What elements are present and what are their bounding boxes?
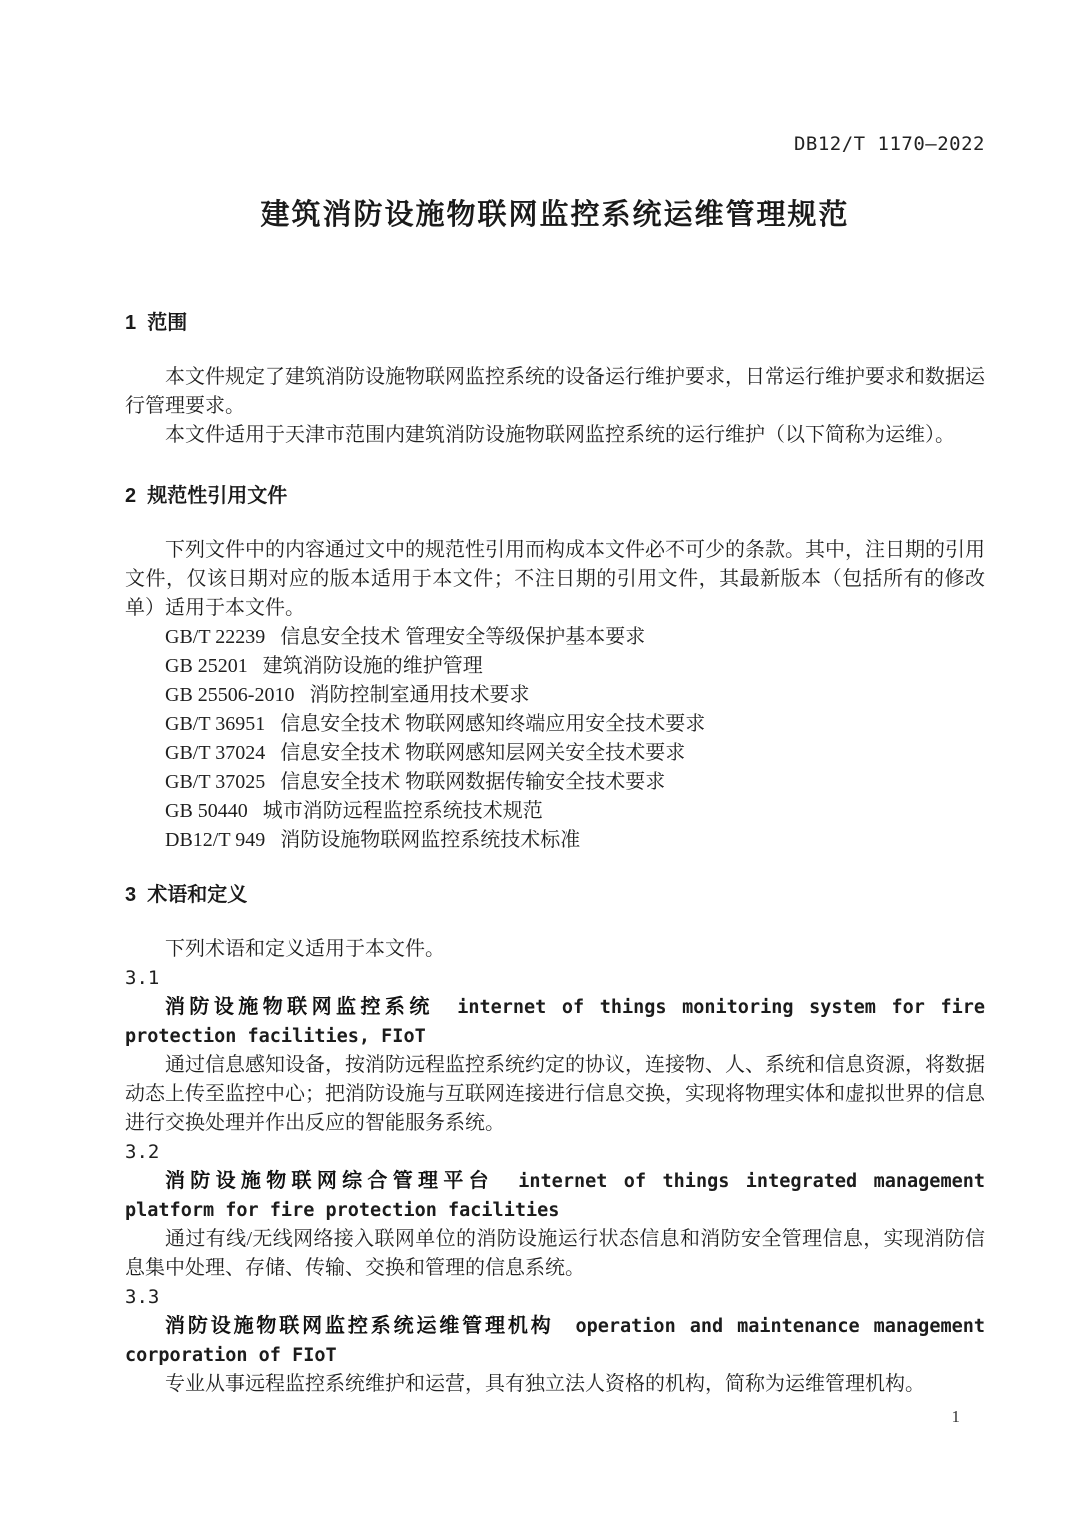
term-title-en: operation and maintenance management corporation of FIoT (125, 1316, 986, 1366)
term-entry (125, 1138, 985, 1283)
scope-paragraph-2: 本文件适用于天津市范围内建筑消防设施物联网监控系统的运行维护（以下简称为运维）。 (165, 424, 955, 446)
reference-item: GB 50440 城市消防远程监控系统技术规范 (165, 800, 543, 822)
term-title (125, 1167, 985, 1225)
term-title-en: internet of things monitoring system for fire protection facilities, FIoT (125, 997, 986, 1047)
term-definition: 通过有线/无线网络接入联网单位的消防设施运行状态信息和消防安全管理信息，实现消防信息集中处理、存储、传输、交换和管理的信息系统。 (125, 1228, 985, 1279)
term-definition: 通过信息感知设备，按消防远程监控系统约定的协议，连接物、人、系统和信息资源，将数据动态上传至监控中心；把消防设施与互联网连接进行信息交换，实现将物理实体和虚拟世界的信息进行交换处理并作出反应的智能服务系统。 (125, 1054, 985, 1134)
term-number: 3.1 (125, 967, 160, 989)
term-title (125, 993, 985, 1051)
scope-paragraph-1: 本文件规定了建筑消防设施物联网监控系统的设备运行维护要求，日常运行维护要求和数据运行管理要求。 (125, 366, 985, 417)
term-title-zh: 消防设施物联网监控系统 (165, 996, 434, 1018)
section-terms-heading: 3 术语和定义 (125, 884, 248, 906)
term-entry (125, 1283, 985, 1399)
reference-item: GB/T 37025 信息安全技术 物联网数据传输安全技术要求 (165, 771, 666, 793)
term-definition: 专业从事远程监控系统维护和运营，具有独立法人资格的机构，简称为运维管理机构。 (165, 1373, 925, 1395)
term-number: 3.2 (125, 1141, 160, 1163)
reference-item: GB/T 37024 信息安全技术 物联网感知层网关安全技术要求 (165, 742, 686, 764)
section-references-heading: 2 规范性引用文件 (125, 485, 288, 507)
reference-item: GB 25201 建筑消防设施的维护管理 (165, 655, 483, 677)
term-number: 3.3 (125, 1286, 160, 1308)
reference-item: GB/T 22239 信息安全技术 管理安全等级保护基本要求 (165, 626, 646, 648)
term-title-en: internet of things integrated management platform for fire protection facilities (125, 1171, 985, 1221)
section-normative-references (125, 482, 985, 855)
reference-item: GB/T 36951 信息安全技术 物联网感知终端应用安全技术要求 (165, 713, 706, 735)
section-terms-and-definitions (125, 881, 985, 1399)
reference-item: GB 25506-2010 消防控制室通用技术要求 (165, 684, 530, 706)
reference-item: DB12/T 949 消防设施物联网监控系统技术标准 (165, 829, 581, 851)
terms-intro: 下列术语和定义适用于本文件。 (165, 938, 445, 960)
document-title: 建筑消防设施物联网监控系统运维管理规范 (260, 199, 850, 231)
term-entry (125, 964, 985, 1138)
term-title-zh: 消防设施物联网监控系统运维管理机构 (165, 1315, 554, 1337)
section-scope-heading: 1 范围 (125, 312, 188, 334)
doc-code: DB12/T 1170—2022 (793, 133, 985, 155)
page-number: 1 (951, 1407, 960, 1426)
section-scope (125, 309, 985, 450)
term-title-zh: 消防设施物联网综合管理平台 (165, 1170, 494, 1192)
references-intro: 下列文件中的内容通过文中的规范性引用而构成本文件必不可少的条款。其中，注日期的引用文件，仅该日期对应的版本适用于本文件；不注日期的引用文件，其最新版本（包括所有的修改单）适用于本文件。 (125, 539, 985, 619)
term-title (125, 1312, 985, 1370)
